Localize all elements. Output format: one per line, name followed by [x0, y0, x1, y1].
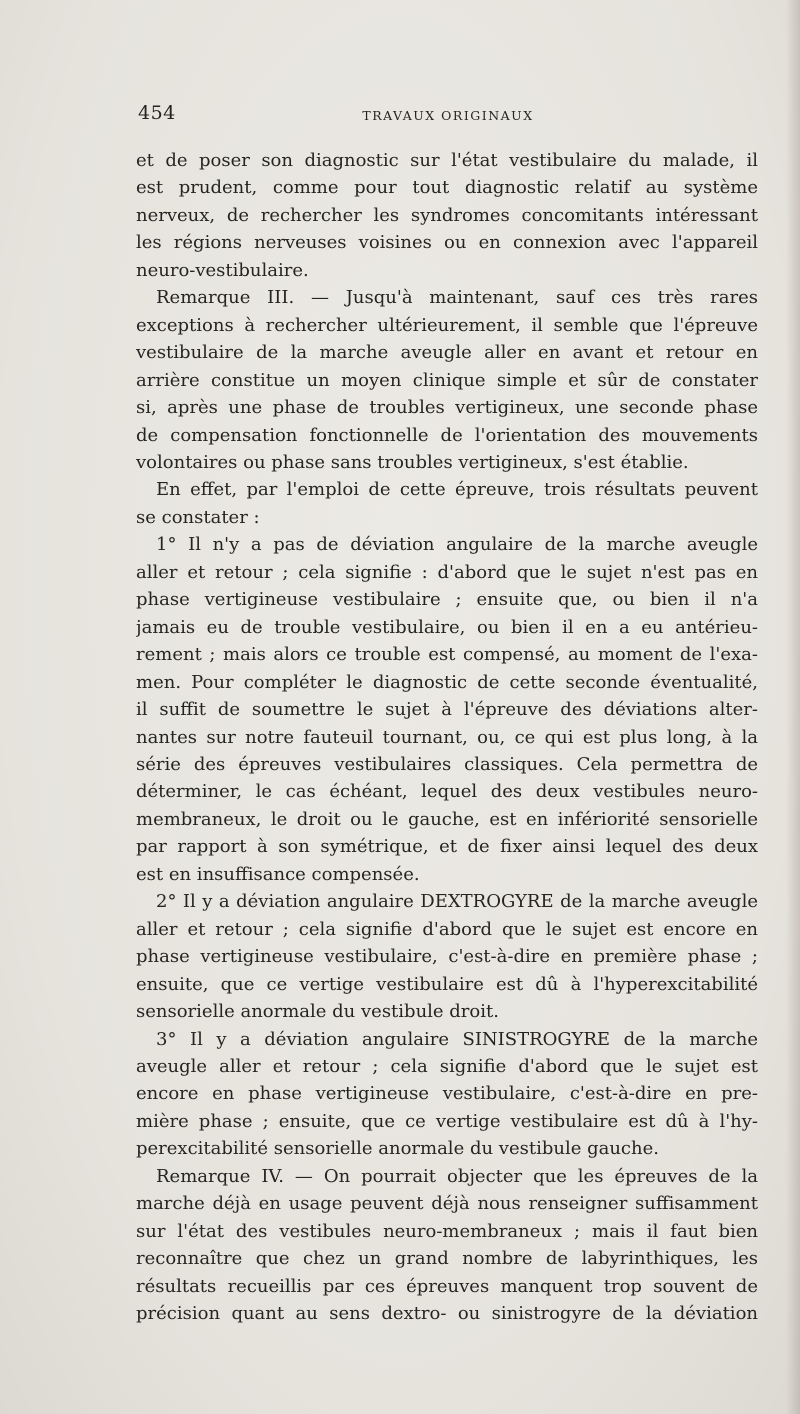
- text-line: nerveux, de rechercher les syndromes concomitants intéressant: [136, 204, 758, 226]
- text-line: et de poser son diagnostic sur l'état vestibulaire du malade, il: [136, 150, 758, 171]
- text-line: ensuite, que ce vertige vestibulaire est dû à l'hyperexcitabilité: [136, 973, 758, 995]
- text-line: membraneux, le droit ou le gauche, est en infériorité sensorielle: [136, 808, 758, 830]
- text-line: aller et retour ; cela signifie d'abord que le sujet est encore en: [136, 918, 758, 940]
- text-line: déterminer, le cas échéant, lequel des deux vestibules neuro-: [136, 781, 758, 803]
- text-line: se constater :: [136, 506, 260, 528]
- text-line: perexcitabilité sensorielle anormale du vestibule gauche.: [136, 1138, 659, 1160]
- text-line: men. Pour compléter le diagnostic de cette seconde éventualité,: [136, 671, 758, 693]
- text-line: marche déjà en usage peuvent déjà nous renseigner suffisamment: [136, 1193, 758, 1215]
- text-line: précision quant au sens dextro- ou sinistrogyre de la déviation: [136, 1303, 758, 1325]
- text-line: nantes sur notre fauteuil tournant, ou, ce qui est plus long, à la: [136, 726, 758, 748]
- text-line: volontaires ou phase sans troubles vertigineux, s'est établie.: [136, 451, 689, 473]
- text-line: phase vertigineuse vestibulaire ; ensuite que, ou bien il n'a: [136, 589, 758, 611]
- page-header: [138, 100, 758, 132]
- text-line: résultats recueillis par ces épreuves manquent trop souvent de: [136, 1275, 758, 1297]
- text-line: vestibulaire de la marche aveugle aller en avant et retour en: [136, 342, 758, 364]
- text-line: Remarque IV. — On pourrait objecter que les épreuves de la: [156, 1165, 758, 1187]
- text-line: aller et retour ; cela signifie : d'abord que le sujet n'est pas en: [136, 561, 758, 583]
- text-line: mière phase ; ensuite, que ce vertige vestibulaire est dû à l'hy-: [136, 1110, 758, 1132]
- body-text: [136, 147, 758, 1327]
- page-edge-shadow: [786, 0, 800, 1414]
- text-line: sensorielle anormale du vestibule droit.: [136, 1001, 499, 1023]
- page-number: 454: [138, 102, 176, 124]
- text-line: les régions nerveuses voisines ou en connexion avec l'appareil: [136, 232, 758, 254]
- text-line: Remarque III. — Jusqu'à maintenant, sauf ces très rares: [156, 287, 758, 309]
- text-line: est prudent, comme pour tout diagnostic relatif au système: [136, 177, 758, 199]
- running-head: TRAVAUX ORIGINAUX: [362, 108, 534, 123]
- text-line: sur l'état des vestibules neuro-membraneux ; mais il faut bien: [136, 1220, 758, 1242]
- text-line: il suffit de soumettre le sujet à l'épreuve des déviations alter-: [136, 699, 758, 721]
- text-line: neuro-vestibulaire.: [136, 259, 309, 281]
- text-line: de compensation fonctionnelle de l'orientation des mouvements: [136, 424, 758, 446]
- text-line: 3° Il y a déviation angulaire SINISTROGYRE de la marche: [156, 1028, 758, 1050]
- text-line: est en insuffisance compensée.: [136, 863, 420, 885]
- text-line: encore en phase vertigineuse vestibulaire, c'est-à-dire en pre-: [136, 1083, 758, 1105]
- text-line: exceptions à rechercher ultérieurement, il semble que l'épreuve: [136, 314, 758, 336]
- text-line: rement ; mais alors ce trouble est compensé, au moment de l'exa-: [136, 644, 758, 666]
- text-line: si, après une phase de troubles vertigineux, une seconde phase: [136, 397, 758, 419]
- text-line: arrière constitue un moyen clinique simple et sûr de constater: [136, 369, 758, 391]
- text-line: série des épreuves vestibulaires classiques. Cela permettra de: [136, 753, 758, 775]
- text-line: aveugle aller et retour ; cela signifie d'abord que le sujet est: [136, 1055, 758, 1077]
- text-line: par rapport à son symétrique, et de fixer ainsi lequel des deux: [136, 836, 758, 858]
- text-line: reconnaître que chez un grand nombre de labyrinthiques, les: [136, 1248, 758, 1270]
- text-line: En effet, par l'emploi de cette épreuve, trois résultats peuvent: [156, 479, 758, 501]
- text-line: jamais eu de trouble vestibulaire, ou bien il en a eu antérieu-: [136, 616, 758, 638]
- text-line: phase vertigineuse vestibulaire, c'est-à-dire en première phase ;: [136, 946, 758, 968]
- text-line: 2° Il y a déviation angulaire DEXTROGYRE de la marche aveugle: [156, 891, 758, 913]
- text-line: 1° Il n'y a pas de déviation angulaire de la marche aveugle: [156, 534, 758, 556]
